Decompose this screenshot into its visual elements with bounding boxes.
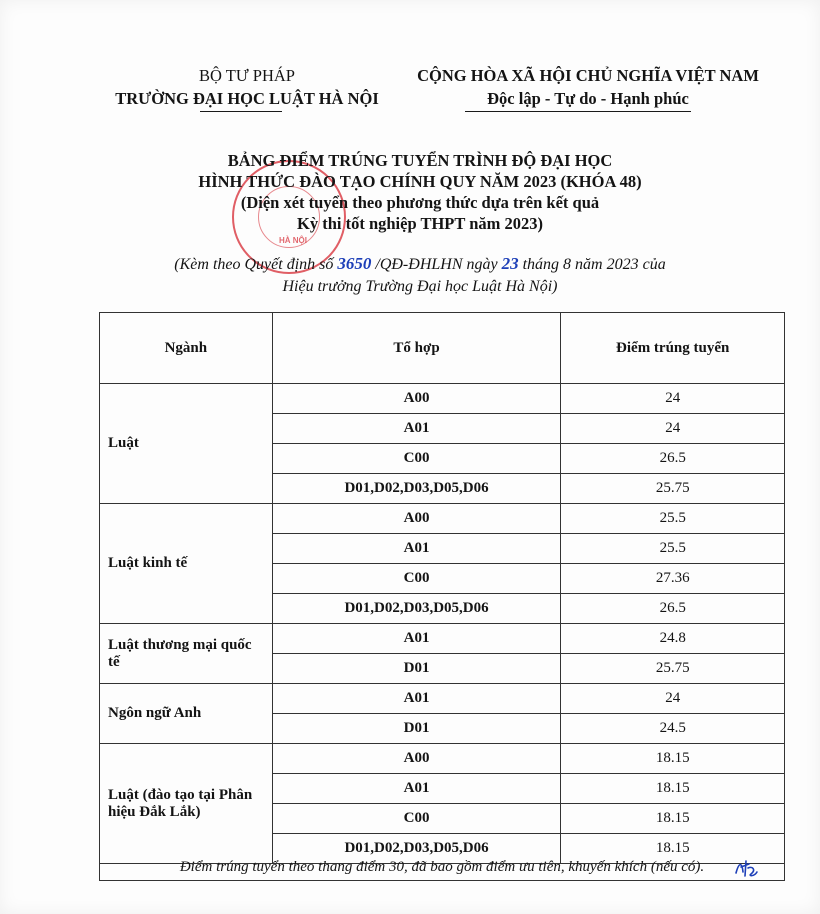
column-header-score: Điểm trúng tuyển bbox=[561, 313, 785, 384]
major-cell: Luật kinh tế bbox=[100, 504, 273, 624]
table-header-row bbox=[100, 313, 785, 384]
issuer-block bbox=[92, 64, 402, 110]
combo-cell: C00 bbox=[272, 804, 561, 834]
table-row bbox=[100, 744, 785, 774]
table-footnote: Điểm trúng tuyển theo thang điểm 30, đã bao gồm điểm ưu tiên, khuyến khích (nếu có). bbox=[99, 855, 785, 881]
combo-cell: D01,D02,D03,D05,D06 bbox=[272, 834, 561, 864]
university-name: TRƯỜNG ĐẠI HỌC LUẬT HÀ NỘI bbox=[115, 89, 379, 108]
combo-cell: D01,D02,D03,D05,D06 bbox=[272, 594, 561, 624]
score-cell: 25.5 bbox=[561, 534, 785, 564]
score-cell: 24.5 bbox=[561, 714, 785, 744]
score-cell: 26.5 bbox=[561, 594, 785, 624]
combo-cell: A01 bbox=[272, 624, 561, 654]
combo-cell: A00 bbox=[272, 504, 561, 534]
document-title bbox=[100, 150, 740, 234]
score-cell: 18.15 bbox=[561, 744, 785, 774]
score-cell: 24 bbox=[561, 684, 785, 714]
score-cell: 24.8 bbox=[561, 624, 785, 654]
admission-score-table bbox=[99, 312, 785, 864]
column-header-combination: Tổ hợp bbox=[272, 313, 561, 384]
title-line-3: (Diện xét tuyển theo phương thức dựa trên kết quả bbox=[240, 193, 600, 212]
combo-cell: A01 bbox=[272, 534, 561, 564]
combo-cell: A01 bbox=[272, 414, 561, 444]
major-cell: Luật (đào tạo tại Phân hiệu Đắk Lắk) bbox=[100, 744, 273, 864]
score-cell: 27.36 bbox=[561, 564, 785, 594]
score-cell: 25.75 bbox=[561, 654, 785, 684]
score-cell: 26.5 bbox=[561, 444, 785, 474]
decision-prefix: (Kèm theo Quyết định số bbox=[174, 256, 338, 273]
table-row bbox=[100, 684, 785, 714]
decision-middle: /QĐ-ĐHLHN ngày bbox=[371, 256, 502, 273]
decision-reference bbox=[100, 253, 740, 298]
motto-underline bbox=[465, 111, 691, 112]
score-cell: 24 bbox=[561, 384, 785, 414]
seal-text: HÀ NỘI bbox=[279, 236, 307, 245]
major-cell: Luật bbox=[100, 384, 273, 504]
decision-suffix: tháng 8 năm 2023 của bbox=[518, 256, 666, 273]
combo-cell: D01,D02,D03,D05,D06 bbox=[272, 474, 561, 504]
combo-cell: D01 bbox=[272, 714, 561, 744]
title-line-2: HÌNH THỨC ĐÀO TẠO CHÍNH QUY NĂM 2023 (KHÓA 48) bbox=[198, 172, 642, 191]
title-line-1: BẢNG ĐIỂM TRÚNG TUYỂN TRÌNH ĐỘ ĐẠI HỌC bbox=[227, 151, 613, 170]
major-cell: Ngôn ngữ Anh bbox=[100, 684, 273, 744]
ministry-name: BỘ TƯ PHÁP bbox=[199, 66, 295, 85]
column-header-major: Ngành bbox=[100, 313, 273, 384]
combo-cell: A01 bbox=[272, 774, 561, 804]
decision-day: 23 bbox=[501, 254, 519, 273]
score-cell: 18.15 bbox=[561, 804, 785, 834]
score-cell: 25.5 bbox=[561, 504, 785, 534]
country-name: CỘNG HÒA XÃ HỘI CHỦ NGHĨA VIỆT NAM bbox=[417, 66, 759, 85]
decision-number: 3650 bbox=[337, 254, 372, 273]
national-header bbox=[392, 64, 784, 110]
title-line-4: Kỳ thi tốt nghiệp THPT năm 2023) bbox=[296, 214, 543, 233]
issuer-underline bbox=[200, 111, 282, 112]
combo-cell: C00 bbox=[272, 564, 561, 594]
score-cell: 24 bbox=[561, 414, 785, 444]
handwritten-initial-icon bbox=[733, 858, 759, 878]
combo-cell: C00 bbox=[272, 444, 561, 474]
combo-cell: A01 bbox=[272, 684, 561, 714]
score-cell: 18.15 bbox=[561, 834, 785, 864]
score-cell: 18.15 bbox=[561, 774, 785, 804]
decision-issuer: Hiệu trưởng Trường Đại học Luật Hà Nội) bbox=[282, 278, 558, 295]
national-motto: Độc lập - Tự do - Hạnh phúc bbox=[487, 89, 689, 108]
table-row bbox=[100, 624, 785, 654]
combo-cell: A00 bbox=[272, 744, 561, 774]
score-cell: 25.75 bbox=[561, 474, 785, 504]
combo-cell: A00 bbox=[272, 384, 561, 414]
combo-cell: D01 bbox=[272, 654, 561, 684]
table-row bbox=[100, 384, 785, 414]
table-row bbox=[100, 504, 785, 534]
major-cell: Luật thương mại quốc tế bbox=[100, 624, 273, 684]
